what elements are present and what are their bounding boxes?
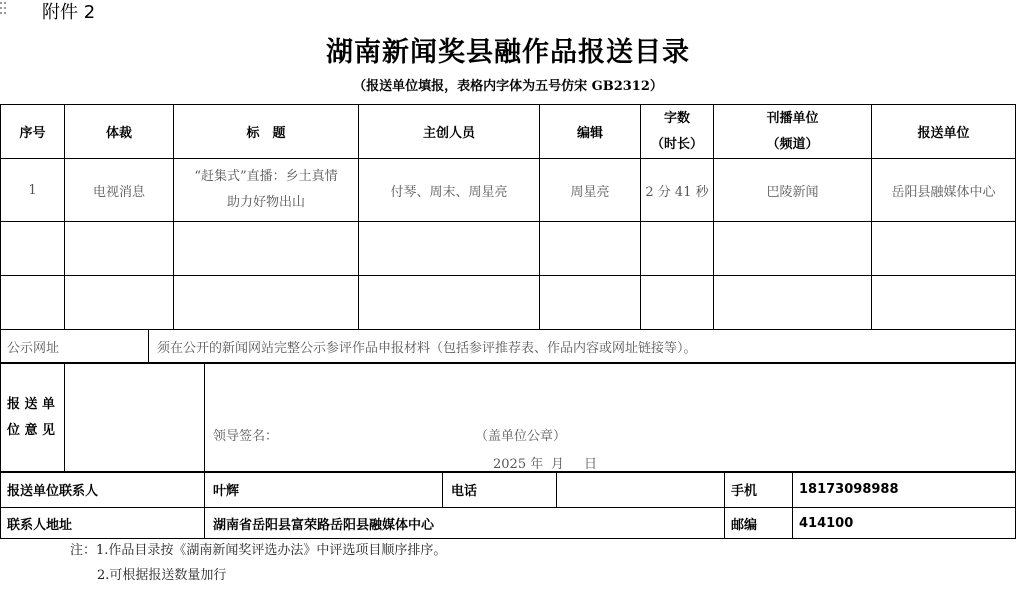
cell-genre[interactable]: 电视消息 [65, 159, 174, 222]
document-subtitle: （报送单位填报，表格内字体为五号仿宋 GB2312） [353, 79, 663, 94]
col-genre: 体裁 [65, 105, 174, 159]
mobile-label: 手机 [725, 472, 793, 508]
col-creators: 主创人员 [359, 105, 540, 159]
opinion-table [0, 362, 1016, 473]
empty-cell[interactable] [1, 222, 65, 276]
opinion-label-line2: 位 意 见 [7, 422, 56, 438]
phone-label: 电话 [443, 472, 557, 508]
catalog-table [0, 104, 1016, 330]
empty-cell[interactable] [872, 276, 1016, 330]
empty-cell[interactable] [174, 276, 359, 330]
opinion-blank[interactable] [65, 363, 205, 473]
empty-cell[interactable] [540, 222, 641, 276]
empty-cell[interactable] [641, 222, 714, 276]
document-title: 湖南新闻奖县融作品报送目录 [326, 37, 690, 68]
table-row [1, 159, 1016, 222]
col-publisher-line2: （频道） [766, 136, 819, 152]
address-row [1, 508, 1016, 539]
contact-name[interactable]: 叶辉 [205, 472, 443, 508]
cell-title-line2: 助力好物出山 [226, 195, 305, 210]
contact-label: 报送单位联系人 [1, 472, 205, 508]
opinion-label [1, 363, 65, 473]
cell-title[interactable] [174, 159, 359, 222]
empty-cell[interactable] [65, 276, 174, 330]
col-seq: 序号 [1, 105, 65, 159]
mobile-value[interactable]: 18173098988 [793, 472, 1016, 508]
drag-handle-icon[interactable] [0, 2, 8, 18]
empty-row [1, 276, 1016, 330]
cell-creators[interactable]: 付琴、周末、周星亮 [359, 159, 540, 222]
cell-seq[interactable]: 1 [1, 159, 65, 222]
postcode-value[interactable]: 414100 [793, 508, 1016, 539]
opinion-content[interactable] [205, 363, 1016, 473]
col-title: 标 题 [174, 105, 359, 159]
cell-submitter[interactable]: 岳阳县融媒体中心 [872, 159, 1016, 222]
header-row [1, 105, 1016, 159]
col-length-line1: 字数 [663, 110, 690, 126]
leader-sign: 领导签名： [213, 429, 279, 444]
empty-cell[interactable] [359, 276, 540, 330]
opinion-label-line1: 报 送 单 [7, 396, 56, 412]
cell-editor[interactable]: 周星亮 [540, 159, 641, 222]
address-value[interactable]: 湖南省岳阳县富荣路岳阳县融媒体中心 [205, 508, 725, 539]
empty-row [1, 222, 1016, 276]
postcode-label: 邮编 [725, 508, 793, 539]
empty-cell[interactable] [1, 276, 65, 330]
seal-note: （盖单位公章） [475, 429, 567, 444]
empty-cell[interactable] [641, 276, 714, 330]
contact-row [1, 472, 1016, 508]
col-submitter: 报送单位 [872, 105, 1016, 159]
col-publisher-line1: 刊播单位 [766, 110, 819, 126]
col-editor: 编辑 [540, 105, 641, 159]
empty-cell[interactable] [359, 222, 540, 276]
date-year: 2025 年 [493, 457, 544, 472]
empty-cell[interactable] [872, 222, 1016, 276]
contact-table [0, 471, 1016, 539]
public-site-text[interactable]: 须在公开的新闻网站完整公示参评作品申报材料（包括参评推荐表、作品内容或网址链接等）。 [149, 330, 1016, 364]
cell-title-line1: “赶集式”直播：乡土真情 [194, 169, 338, 184]
attachment-label: 附件 2 [42, 2, 96, 23]
empty-cell[interactable] [540, 276, 641, 330]
address-label: 联系人地址 [1, 508, 205, 539]
empty-cell[interactable] [714, 222, 872, 276]
phone-value[interactable] [557, 472, 725, 508]
empty-cell[interactable] [174, 222, 359, 276]
col-publisher [714, 105, 872, 159]
public-site-table [0, 329, 1016, 364]
note-2: 2.可根据报送数量加行 [97, 568, 227, 583]
empty-cell[interactable] [65, 222, 174, 276]
note-1: 注：1.作品目录按《湖南新闻奖评选办法》中评选项目顺序排序。 [70, 543, 447, 558]
public-site-label: 公示网址 [1, 330, 149, 364]
col-length-line2: （时长） [650, 136, 703, 152]
empty-cell[interactable] [714, 276, 872, 330]
date-day: 日 [584, 457, 598, 472]
cell-length[interactable]: 2 分 41 秒 [641, 159, 714, 222]
col-length [641, 105, 714, 159]
cell-publisher[interactable]: 巴陵新闻 [714, 159, 872, 222]
date-month: 月 [551, 457, 565, 472]
